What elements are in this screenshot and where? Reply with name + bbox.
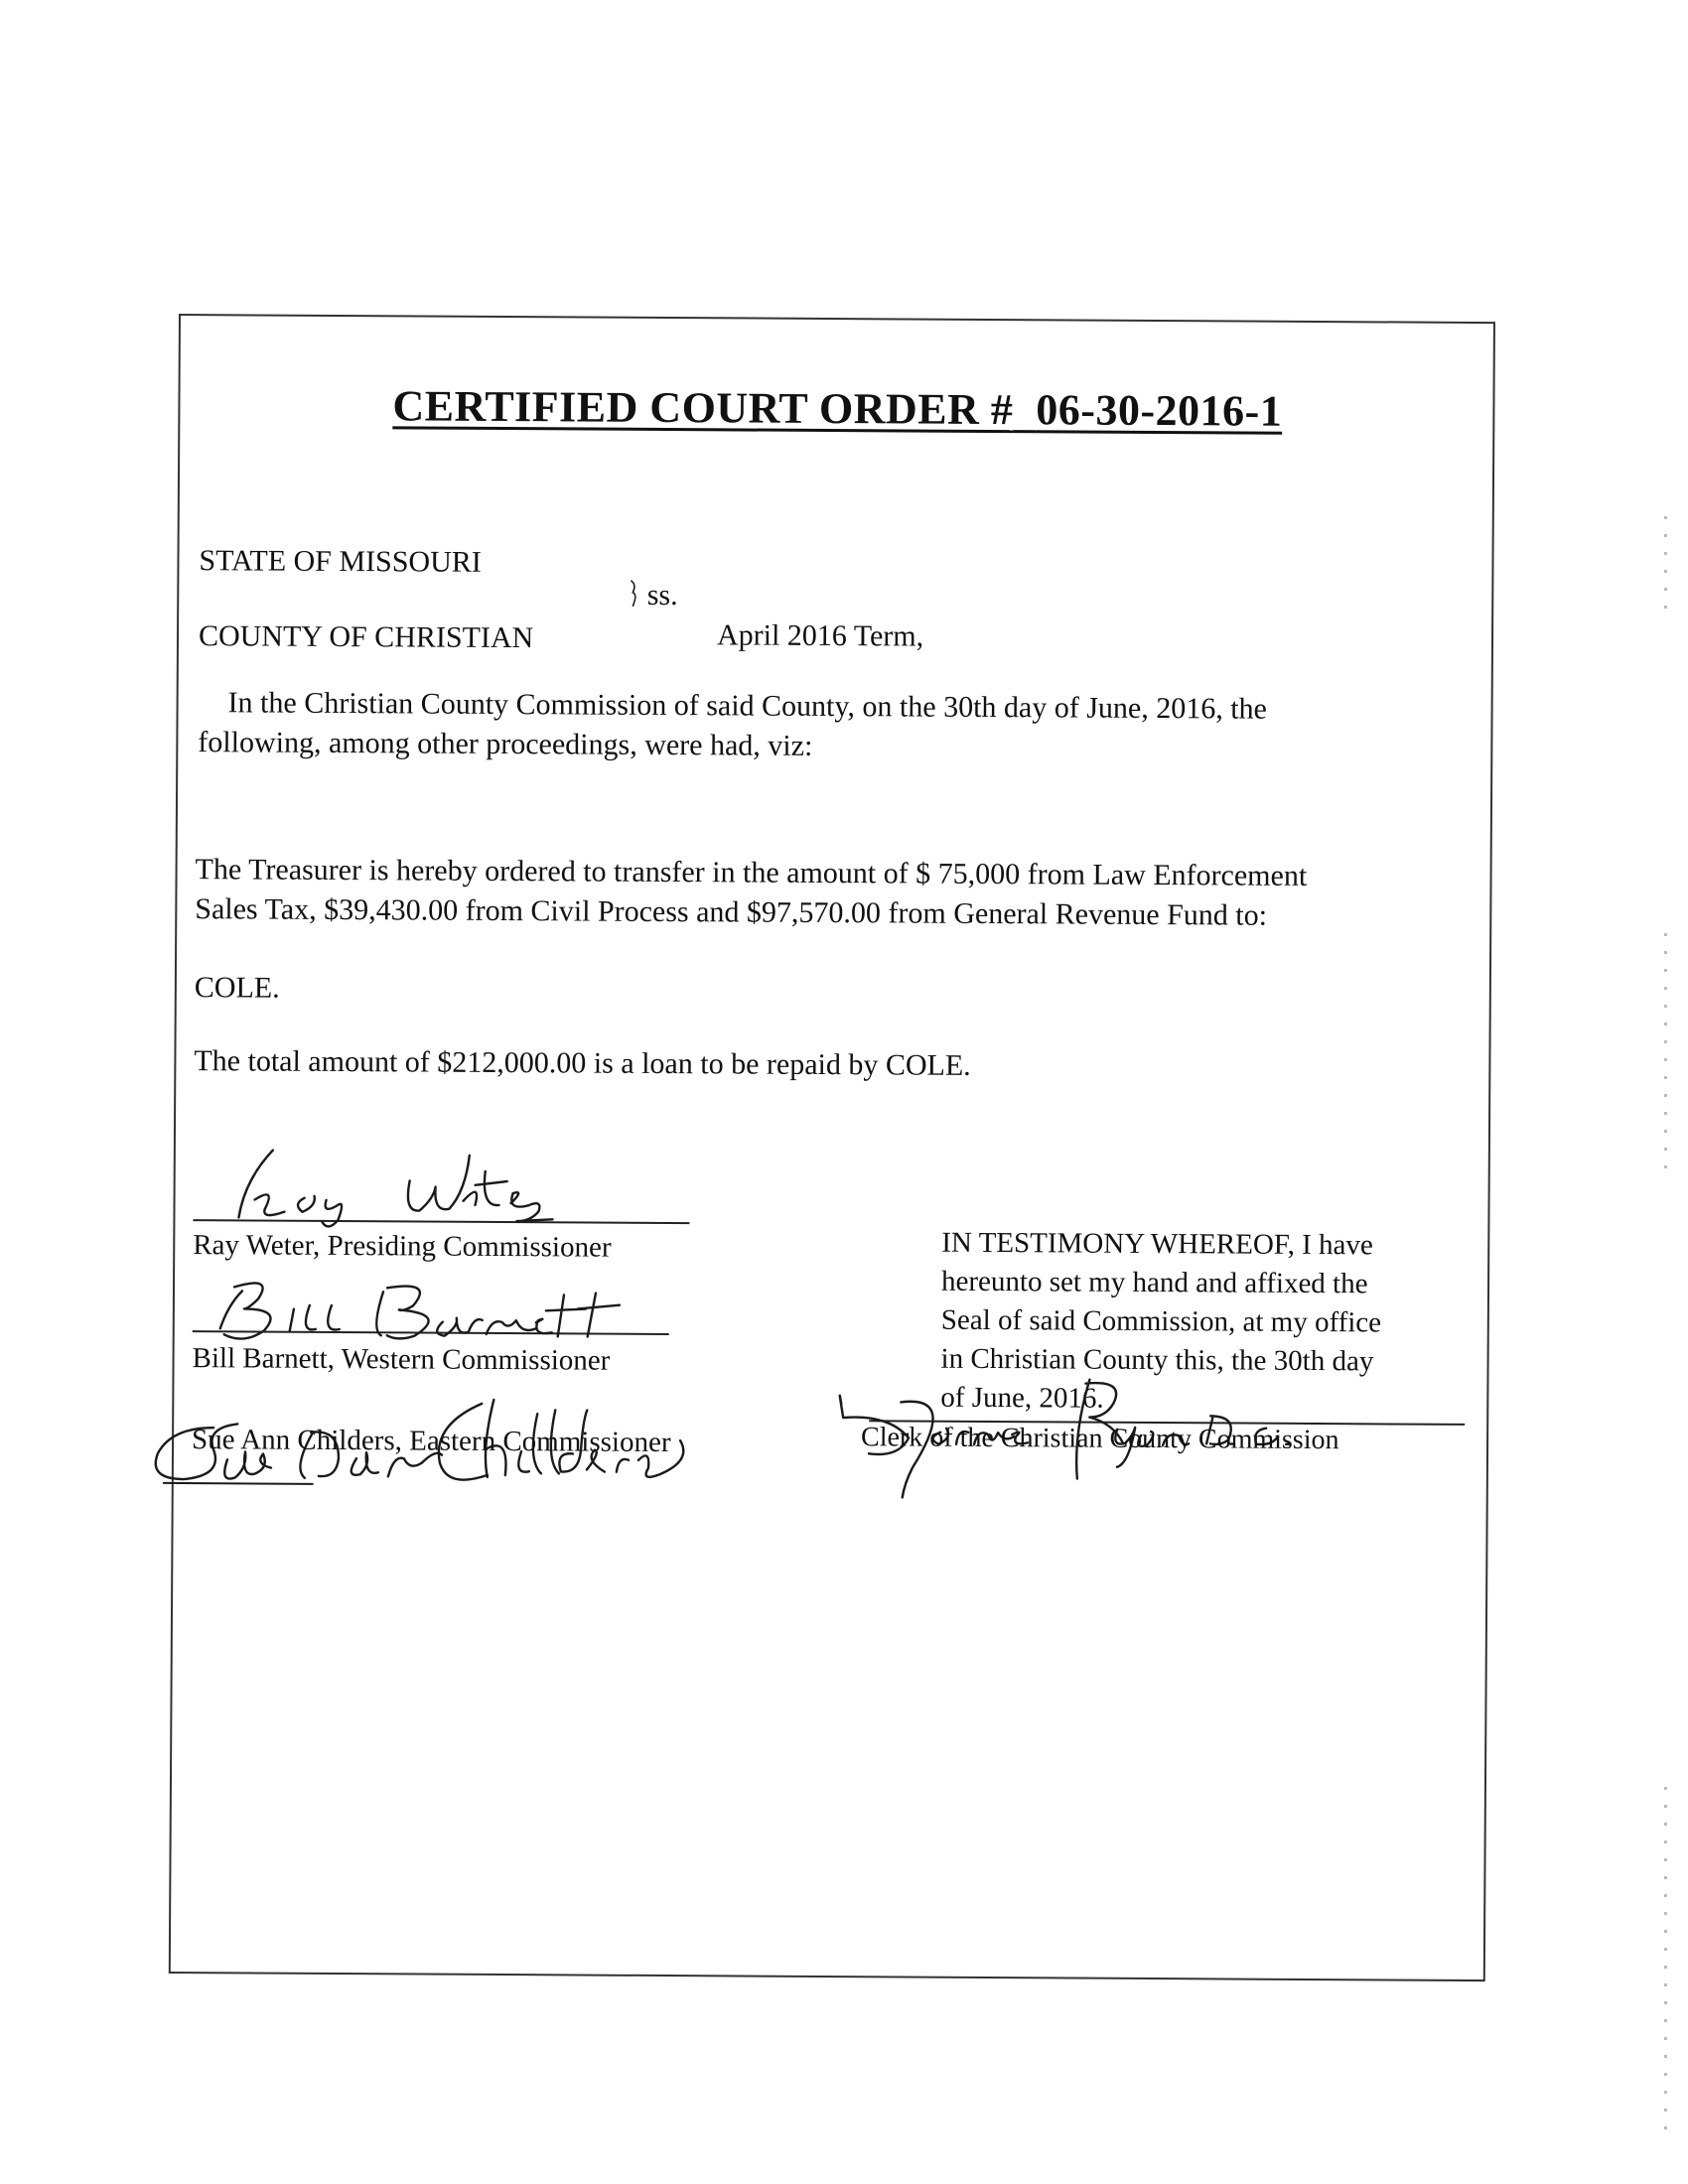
clerk-caption: Clerk of the Christian County Commission [861, 1422, 1339, 1456]
order-line-1: The Treasurer is hereby ordered to transfer in the amount of $ 75,000 from Law Enforcement [195, 853, 1308, 892]
order-title [392, 380, 1282, 436]
testimony-line-5: of June, 2016. [940, 1381, 1104, 1415]
order-border-frame [169, 314, 1495, 1981]
order-number: 06-30-2016-1 [1036, 385, 1283, 436]
total-statement: The total amount of $212,000.00 is a loan to be repaid by COLE. [194, 1044, 971, 1082]
brace-icon [628, 579, 639, 609]
intro-paragraph [198, 683, 1389, 769]
intro-line-2: following, among other proceedings, were had, viz: [198, 726, 813, 762]
intro-line-1: In the Christian County Commission of said County, on the 30th day of June, 2016, the [227, 686, 1268, 726]
scan-edge-marks-top [1664, 516, 1667, 615]
order-title-prefix: CERTIFIED COURT ORDER # [392, 381, 1014, 435]
recipient-text: COLE. [194, 971, 280, 1005]
eastern-caption: Sue Ann Childers, Eastern Commissioner [191, 1424, 671, 1459]
western-signature [205, 1269, 641, 1351]
venue-brace [628, 579, 678, 613]
scan-edge-marks-middle [1664, 933, 1667, 1171]
testimony-line-2: hereunto set my hand and affixed the [940, 1265, 1368, 1300]
order-paragraph [195, 850, 1446, 937]
state-label: STATE OF MISSOURI [199, 544, 482, 579]
scan-edge-marks-bottom [1664, 1787, 1667, 2144]
presiding-signature [214, 1140, 633, 1232]
county-label: COUNTY OF CHRISTIAN [198, 619, 534, 655]
testimony-line-4: in Christian County this, the 30th day [940, 1342, 1374, 1378]
presiding-caption: Ray Weter, Presiding Commissioner [193, 1229, 612, 1264]
ss-label: ss. [646, 578, 678, 613]
order-line-2: Sales Tax, $39,430.00 from Civil Process and $97,570.00 from General Revenue Fund to: [195, 892, 1268, 932]
testimony-line-3: Seal of said Commission, at my office [940, 1303, 1382, 1339]
testimony-line-1: IN TESTIMONY WHEREOF, I have [941, 1226, 1373, 1262]
term-label: April 2016 Term, [716, 618, 924, 653]
western-caption: Bill Barnett, Western Commissioner [192, 1342, 611, 1377]
